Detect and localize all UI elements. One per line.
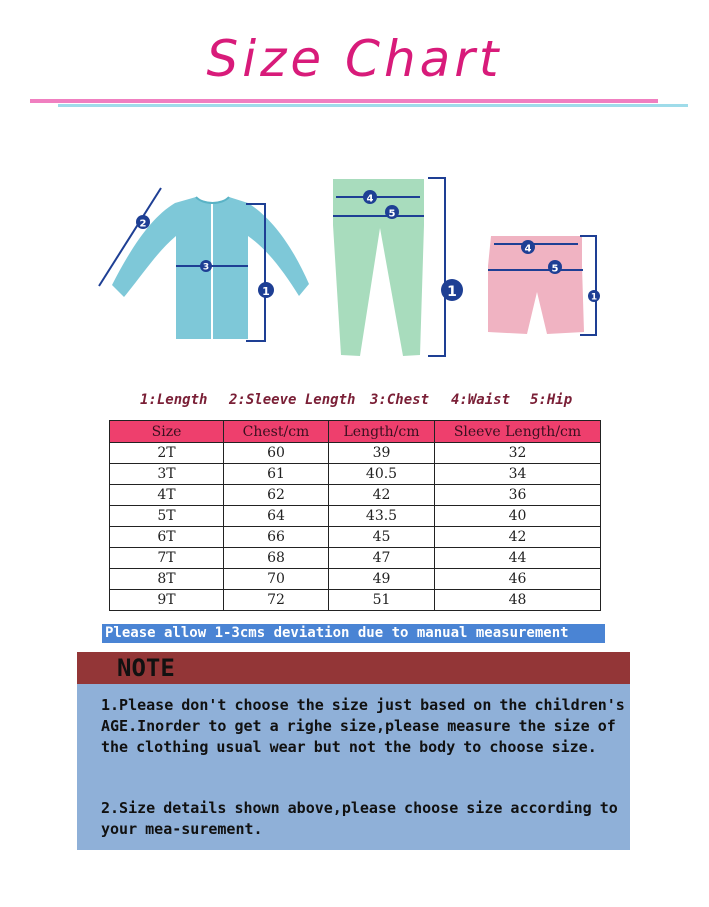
cell-sleeve-length: 32 bbox=[435, 443, 601, 464]
cell-chest: 64 bbox=[224, 506, 329, 527]
cell-length: 51 bbox=[329, 590, 435, 611]
table-row bbox=[110, 527, 601, 548]
column-header-chest: Chest/cm bbox=[224, 421, 329, 443]
cell-chest: 62 bbox=[224, 485, 329, 506]
cell-sleeve-length: 48 bbox=[435, 590, 601, 611]
table-header-row bbox=[110, 421, 601, 443]
cell-chest: 61 bbox=[224, 464, 329, 485]
note-paragraph-2: 2.Size details shown above,please choose size according to your mea-surement. bbox=[101, 799, 618, 838]
cell-sleeve-length: 44 bbox=[435, 548, 601, 569]
deviation-notice: Please allow 1-3cms deviation due to manual measurement bbox=[102, 624, 605, 643]
table-row bbox=[110, 506, 601, 527]
cell-size: 8T bbox=[110, 569, 224, 590]
cell-chest: 72 bbox=[224, 590, 329, 611]
column-header-length: Length/cm bbox=[329, 421, 435, 443]
svg-text:1: 1 bbox=[262, 285, 270, 298]
cell-size: 5T bbox=[110, 506, 224, 527]
svg-text:5: 5 bbox=[551, 263, 559, 275]
note-paragraph-1: 1.Please don't choose the size just based on the children's AGE.Inorder to get a righe size,please measure the size of the clothing usual wear but not the body to choose size. bbox=[101, 696, 625, 756]
cell-size: 7T bbox=[110, 548, 224, 569]
cell-size: 6T bbox=[110, 527, 224, 548]
cell-sleeve-length: 46 bbox=[435, 569, 601, 590]
cell-sleeve-length: 34 bbox=[435, 464, 601, 485]
table-row bbox=[110, 443, 601, 464]
marker-length-shorts bbox=[588, 290, 600, 303]
cell-length: 39 bbox=[329, 443, 435, 464]
cell-sleeve-length: 40 bbox=[435, 506, 601, 527]
table-row bbox=[110, 569, 601, 590]
marker-length-pants bbox=[441, 279, 463, 301]
table-row bbox=[110, 590, 601, 611]
svg-text:5: 5 bbox=[388, 208, 396, 220]
cell-length: 47 bbox=[329, 548, 435, 569]
cell-size: 3T bbox=[110, 464, 224, 485]
marker-length-top bbox=[258, 282, 274, 298]
cell-length: 42 bbox=[329, 485, 435, 506]
legend-chest: 3:Chest bbox=[370, 392, 430, 408]
note-title: NOTE bbox=[117, 654, 175, 682]
cell-length: 43.5 bbox=[329, 506, 435, 527]
table-row bbox=[110, 485, 601, 506]
svg-text:1: 1 bbox=[447, 284, 457, 300]
svg-text:2: 2 bbox=[139, 218, 147, 230]
column-header-size: Size bbox=[110, 421, 224, 443]
pants-illustration bbox=[333, 178, 445, 356]
note-header bbox=[77, 652, 630, 684]
cell-sleeve-length: 36 bbox=[435, 485, 601, 506]
svg-text:4: 4 bbox=[524, 243, 532, 255]
column-header-sleeve-length: Sleeve Length/cm bbox=[435, 421, 601, 443]
cell-size: 4T bbox=[110, 485, 224, 506]
cell-chest: 70 bbox=[224, 569, 329, 590]
cell-size: 2T bbox=[110, 443, 224, 464]
cell-chest: 66 bbox=[224, 527, 329, 548]
cell-chest: 68 bbox=[224, 548, 329, 569]
note-body bbox=[77, 684, 630, 850]
size-table bbox=[109, 420, 601, 611]
cell-length: 40.5 bbox=[329, 464, 435, 485]
table-row bbox=[110, 464, 601, 485]
cell-length: 49 bbox=[329, 569, 435, 590]
legend-sleeve-length: 2:Sleeve Length bbox=[229, 392, 356, 408]
cell-size: 9T bbox=[110, 590, 224, 611]
legend-hip: 5:Hip bbox=[530, 392, 573, 408]
garment-illustrations bbox=[0, 0, 709, 380]
cell-length: 45 bbox=[329, 527, 435, 548]
cell-sleeve-length: 42 bbox=[435, 527, 601, 548]
svg-text:3: 3 bbox=[202, 262, 210, 273]
marker-sleeve bbox=[136, 215, 150, 230]
legend-length: 1:Length bbox=[140, 392, 208, 408]
svg-text:4: 4 bbox=[366, 193, 374, 205]
svg-text:1: 1 bbox=[590, 292, 598, 303]
page-title: Size Chart bbox=[206, 30, 503, 88]
shorts-illustration bbox=[488, 236, 596, 335]
cell-chest: 60 bbox=[224, 443, 329, 464]
legend-waist: 4:Waist bbox=[451, 392, 511, 408]
table-row bbox=[110, 548, 601, 569]
